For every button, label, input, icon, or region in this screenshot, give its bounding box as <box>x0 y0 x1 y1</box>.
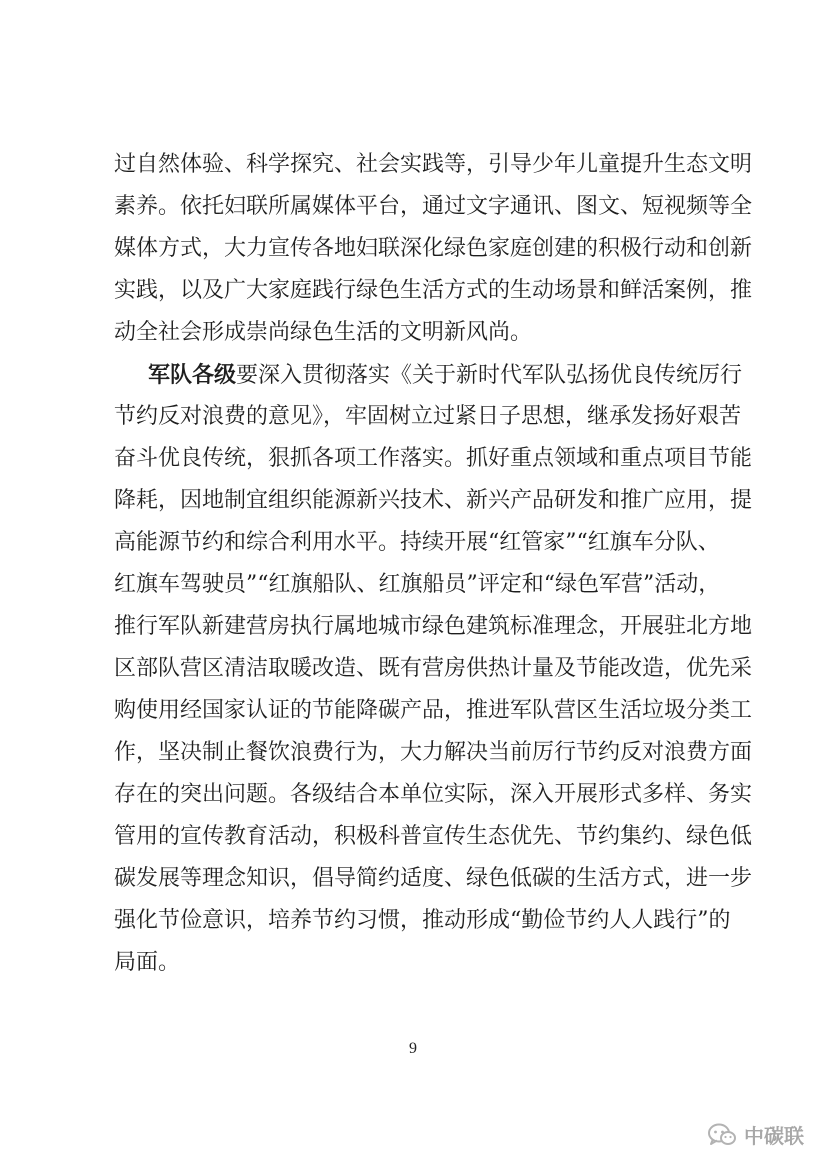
paragraph-line <box>148 361 742 389</box>
watermark-text: 中碳联 <box>744 1124 804 1148</box>
paragraph-line: 节约反对浪费的意见》，牢固树立过紧日子思想，继承发扬好艰苦 <box>114 404 742 429</box>
paragraph-line: 降耗，因地制宜组织能源新兴技术、新兴产品研发和推广应用，提 <box>114 488 753 513</box>
paragraph-line: 红旗车驾驶员”“红旗船队、红旗船员”评定和“绿色军营”活动， <box>114 572 721 597</box>
paragraph-line: 局面。 <box>114 950 181 975</box>
page-number: 9 <box>409 1040 417 1057</box>
paragraph-line: 购使用经国家认证的节能降碳产品，推进军队营区生活垃圾分类工 <box>114 698 753 723</box>
paragraph-line: 媒体方式，大力宣传各地妇联深化绿色家庭创建的积极行动和创新 <box>114 236 753 261</box>
paragraph-line: 碳发展等理念知识，倡导简约适度、绿色低碳的生活方式，进一步 <box>114 866 753 891</box>
paragraph-line: 强化节俭意识，培养节约习惯，推动形成“勤俭节约人人践行”的 <box>114 908 731 933</box>
paragraph-line: 素养。依托妇联所属媒体平台，通过文字通讯、图文、短视频等全 <box>114 194 753 219</box>
paragraph-line: 管用的宣传教育活动，积极科普宣传生态优先、节约集约、绿色低 <box>114 824 753 849</box>
paragraph-line: 区部队营区清洁取暖改造、既有营房供热计量及节能改造，优先采 <box>114 656 753 681</box>
paragraph-line: 奋斗优良传统，狠抓各项工作落实。抓好重点领域和重点项目节能 <box>114 446 753 471</box>
paragraph-line-rest: 要深入贯彻落实《关于新时代军队弘扬优良传统厉行 <box>236 363 743 388</box>
paragraph-lead: 军队各级 <box>148 362 237 388</box>
paragraph-line: 存在的突出问题。各级结合本单位实际，深入开展形式多样、务实 <box>114 782 753 807</box>
paragraph-line: 推行军队新建营房执行属地城市绿色建筑标准理念，开展驻北方地 <box>114 614 753 639</box>
paragraph-line: 高能源节约和综合利用水平。持续开展“红管家”“红旗车分队、 <box>114 530 720 555</box>
watermark <box>708 1120 804 1149</box>
wechat-icon <box>708 1123 736 1147</box>
paragraph-line: 作，坚决制止餐饮浪费行为，大力解决当前厉行节约反对浪费方面 <box>114 740 753 765</box>
paragraph-line: 动全社会形成崇尚绿色生活的文明新风尚。 <box>114 320 533 345</box>
paragraph-line: 实践，以及广大家庭践行绿色生活方式的生动场景和鲜活案例，推 <box>114 278 753 303</box>
paragraph-line: 过自然体验、科学探究、社会实践等，引导少年儿童提升生态文明 <box>114 152 753 177</box>
